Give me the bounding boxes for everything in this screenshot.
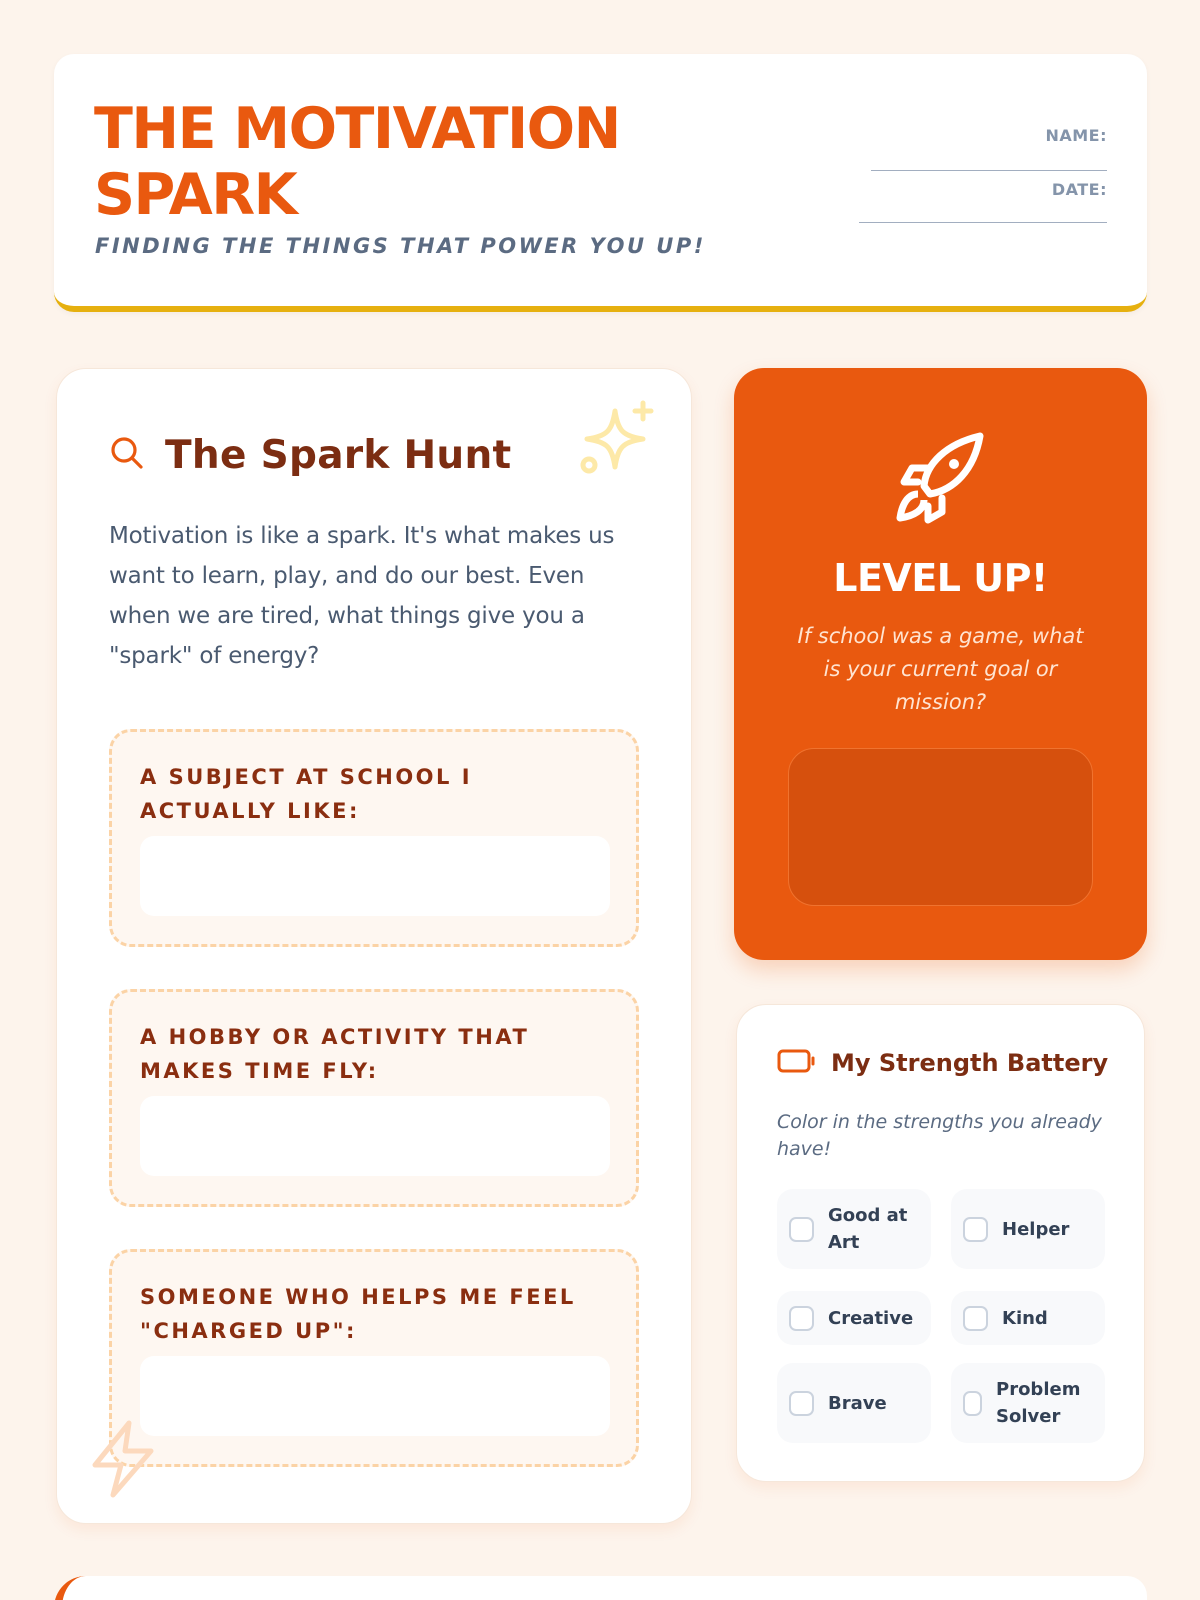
search-icon [109, 435, 145, 475]
checkbox[interactable] [789, 1306, 814, 1331]
prompt-box [109, 989, 639, 1207]
level-up-prompt: If school was a game, what is your current goal or mission? [797, 624, 1084, 714]
header-card [54, 54, 1147, 312]
strength-battery-title: My Strength Battery [831, 1049, 1109, 1077]
page-subtitle: FINDING THE THINGS THAT POWER YOU UP! [95, 234, 706, 258]
prompt-box [109, 729, 639, 947]
strength-battery-instruction: Color in the strengths you already have! [777, 1111, 1102, 1160]
prompt-box [109, 1249, 639, 1467]
strength-label: Creative [828, 1307, 914, 1329]
name-label: NAME: [1045, 126, 1107, 145]
strength-option-problem-solver[interactable] [951, 1363, 1105, 1443]
lightning-bolt-icon [87, 1419, 159, 1503]
checkbox[interactable] [963, 1217, 988, 1242]
name-field[interactable] [871, 170, 1107, 171]
sparkle-icon [577, 399, 661, 487]
level-up-card [734, 368, 1147, 960]
spark-hunt-intro: Motivation is like a spark. It's what makes us want to learn, play, and do our best. Even when we are tired, what things give you a "spark" of energy? [109, 523, 615, 669]
mission-input[interactable] [788, 748, 1093, 906]
next-section-card [54, 1576, 1147, 1600]
spark-hunt-header [109, 425, 511, 485]
checkbox[interactable] [963, 1306, 988, 1331]
strength-label: Kind [1002, 1307, 1048, 1329]
checkbox[interactable] [789, 1391, 814, 1416]
prompt-label: A SUBJECT AT SCHOOL I ACTUALLY LIKE: [140, 765, 473, 823]
strength-label: Helper [1002, 1218, 1070, 1240]
strength-option-good-at-art[interactable] [777, 1189, 931, 1269]
strength-option-helper[interactable] [951, 1189, 1105, 1269]
strength-option-creative[interactable] [777, 1291, 931, 1345]
spark-hunt-title: The Spark Hunt [165, 432, 512, 478]
date-field[interactable] [859, 222, 1107, 223]
prompt-label: SOMEONE WHO HELPS ME FEEL "CHARGED UP": [140, 1285, 576, 1343]
support-person-input[interactable] [140, 1356, 610, 1436]
favorite-subject-input[interactable] [140, 836, 610, 916]
strength-battery-header [777, 1049, 1108, 1077]
checkbox[interactable] [789, 1217, 814, 1242]
checkbox[interactable] [963, 1391, 982, 1416]
strength-label: Problem Solver [996, 1379, 1081, 1427]
battery-icon [777, 1049, 815, 1077]
strength-option-kind[interactable] [951, 1291, 1105, 1345]
date-label: DATE: [1051, 180, 1107, 199]
hobby-input[interactable] [140, 1096, 610, 1176]
strength-label: Good at Art [828, 1205, 908, 1253]
strength-option-brave[interactable] [777, 1363, 931, 1443]
strength-label: Brave [828, 1392, 887, 1414]
page-title: THE MOTIVATION SPARK [94, 96, 620, 228]
rocket-icon [888, 420, 992, 528]
spark-hunt-card [56, 368, 692, 1524]
strength-battery-card [736, 1004, 1145, 1482]
prompt-label: A HOBBY OR ACTIVITY THAT MAKES TIME FLY: [140, 1025, 530, 1083]
level-up-title: LEVEL UP! [833, 556, 1048, 600]
